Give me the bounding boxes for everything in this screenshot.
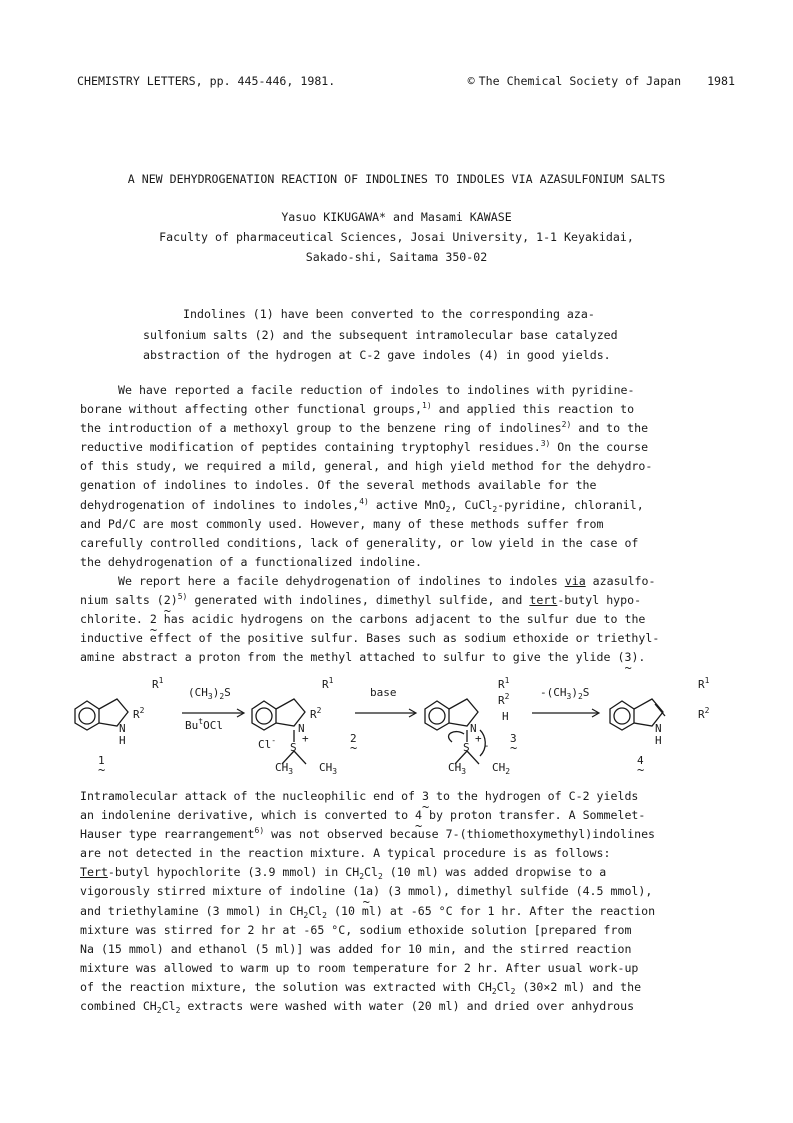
text-line: Na (15 mmol) and ethanol (5 ml)] was added for 10 min, and the stirred reaction [80, 941, 632, 956]
copyright-symbol: © [467, 74, 475, 88]
methylene-label-3: $CH_2$ [492, 761, 511, 776]
text-line: dehydrogenation of indolines to indoles,$^{4)}$ active MnO$_2$, CuCl$_2$-pyridine, chloranil, [80, 496, 644, 514]
text-line: are not detected in the reaction mixture. A typical procedure is as follows: [80, 846, 611, 861]
reagent-loss-dimethyl-sulfide: $-(CH_3)_2S$ [540, 686, 590, 701]
author-block [0, 207, 793, 267]
minus-charge-3: - [483, 739, 490, 752]
header-year: 1981 [707, 74, 735, 88]
text-line: chlorite. 2 ~ has acidic hydrogens on the carbons adjacent to the sulfur due to the [80, 610, 720, 629]
text-line: carefully controlled conditions, lack of generality, or low yield in the case of [80, 535, 639, 550]
text-line: and triethylamine (3 mmol) in $CH_2Cl_2$ (10 ml) at -65 °C for 1 hr. After the reaction [80, 903, 656, 920]
reagent-tbuocl: Bu$^t$OCl [185, 717, 223, 732]
copyright-line [464, 74, 735, 88]
chloride-label: Cl- [258, 736, 277, 751]
r2-label-1: $R^2$ [133, 706, 145, 721]
text-line: We report here a facile dehydrogenation of indolines to indoles via azasulfo- [118, 574, 656, 588]
text-line: borane without affecting other functional groups,$^{1)}$ and applied this reaction to [80, 401, 635, 417]
text-line: mixture was allowed to warm up to room temperature for 2 hr. After usual work-up [80, 960, 639, 975]
text-line: genation of indolines to indoles. Of the several methods available for the [80, 478, 597, 493]
r1-label-4: $R^1$ [698, 676, 710, 691]
r1-label-1: $R^1$ [152, 676, 164, 691]
r2-label-4: $R^2$ [698, 706, 710, 721]
author-names: Yasuo KIKUGAWA* and Masami KAWASE [281, 210, 512, 224]
reaction-arrows [182, 709, 599, 717]
text-line: Tert-butyl hypochlorite (3.9 mmol) in $CH_2Cl_2$ (10 ml) was added dropwise to a [80, 865, 607, 882]
n-label-1: N [119, 722, 126, 735]
text-line: amine abstract a proton from the methyl attached to sulfur to give the ylide (3 ~). [80, 648, 720, 667]
s-label-2: S [290, 741, 297, 754]
n-label-3: N [470, 722, 477, 735]
compound-label-2: 2 ~ [350, 732, 357, 745]
compound-label-1: 1 ~ [98, 754, 105, 767]
text-line: reductive modification of peptides containing tryptophyl residues.$^{3)}$ On the course [80, 439, 649, 455]
text-line: the introduction of a methoxyl group to the benzene ring of indolines$^{2)}$ and to the [80, 420, 649, 436]
affiliation-line-1: Faculty of pharmaceutical Sciences, Josai University, 1-1 Keyakidai, [159, 230, 634, 244]
s-label-3: S [463, 741, 470, 754]
compound-label-4: 4 ~ [637, 754, 644, 767]
reagent-dimethyl-sulfide: $(CH_3)_2S$ [188, 686, 231, 701]
text-line: mixture was stirred for 2 hr at -65 °C, sodium ethoxide solution [prepared from [80, 922, 632, 937]
methyl-label-2a: $CH_3$ [275, 761, 294, 776]
r2-label-3: $R^2$ [498, 692, 510, 707]
r1-label-2: $R^1$ [322, 676, 334, 691]
affiliation-line-2: Sakado-shi, Saitama 350-02 [305, 250, 488, 264]
text-line: nium salts (2 ~)$^{5)}$ generated with indolines, dimethyl sulfide, and tert-butyl hypo- [80, 591, 720, 610]
text-line: We have reported a facile reduction of indoles to indolines with pyridine- [118, 383, 635, 397]
scheme-drawing [70, 670, 730, 780]
text-line: inductive effect of the positive sulfur. Bases such as sodium ethoxide or triethyl- [80, 631, 660, 646]
r2-label-2: $R^2$ [310, 706, 322, 721]
text-line: combined $CH_2Cl_2$ extracts were washed with water (20 ml) and dried over anhydrous [80, 999, 635, 1016]
reagent-base: base [370, 686, 397, 699]
n-label-2: N [298, 722, 305, 735]
abstract-line-3: abstraction of the hydrogen at C-2 gave indoles (4) in good yields. [143, 348, 611, 362]
abstract [0, 304, 793, 366]
paragraph-1 [80, 381, 720, 572]
reaction-scheme [70, 670, 730, 780]
r1-label-3: $R^1$ [498, 676, 510, 691]
n-label-4: N [655, 722, 662, 735]
journal-citation: CHEMISTRY LETTERS, pp. 445-446, 1981. [77, 74, 336, 88]
abstract-line-1: Indolines (1) have been converted to the corresponding aza- [183, 307, 595, 321]
text-line: Hauser type rearrangement$^{6)}$ was not observed because 7-(thiomethoxymethyl)indolines [80, 826, 656, 842]
text-line: of the reaction mixture, the solution was extracted with $CH_2Cl_2$ (30×2 ml) and the [80, 979, 642, 996]
paragraph-2 [80, 572, 720, 667]
plus-charge-2: + [302, 732, 309, 745]
paper-title: A NEW DEHYDROGENATION REACTION OF INDOLINES TO INDOLES VIA AZASULFONIUM SALTS [127, 172, 666, 186]
h-label-1: H [119, 734, 126, 747]
text-line: Intramolecular attack of the nucleophilic end of 3 ~ to the hydrogen of C-2 yields [80, 787, 720, 806]
h-label-3: H [502, 710, 509, 723]
methyl-label-2b: $CH_3$ [319, 761, 338, 776]
text-line: an indolenine derivative, which is converted to 4 ~ by proton transfer. A Sommelet- [80, 806, 720, 825]
text-line: the dehydrogenation of a functionalized indoline. [80, 554, 423, 569]
compound-label-3: 3 ~ [510, 732, 517, 745]
plus-charge-3: + [475, 732, 482, 745]
society-name: The Chemical Society of Japan [478, 74, 682, 88]
text-line: and Pd/C are most commonly used. However, many of these methods suffer from [80, 516, 604, 531]
h-label-4: H [655, 734, 662, 747]
text-line: of this study, we required a mild, general, and high yield method for the dehydro- [80, 459, 653, 474]
text-line: vigorously stirred mixture of indoline (1a ~) (3 mmol), dimethyl sulfide (4.5 mmol), [80, 882, 720, 901]
abstract-line-2: sulfonium salts (2) and the subsequent intramolecular base catalyzed [143, 327, 618, 342]
methyl-label-3: $CH_3$ [448, 761, 467, 776]
paragraph-3 [80, 787, 720, 1016]
